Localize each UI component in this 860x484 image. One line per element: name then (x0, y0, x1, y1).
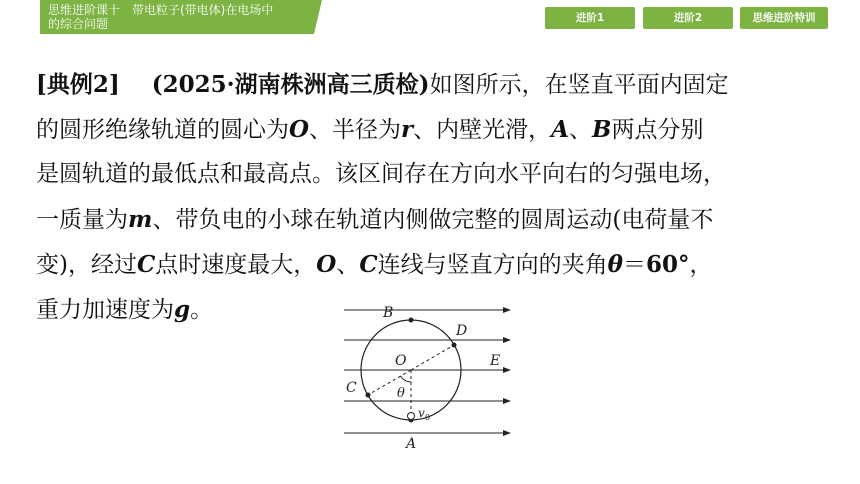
problem-text-segment: 一质量为 (36, 207, 128, 233)
course-title-line-1: 思维进阶课十 带电粒子(带电体)在电场中 (48, 3, 274, 17)
problem-text-segment: 变)，经过 (36, 252, 137, 278)
circular-track-diagram (340, 300, 520, 456)
point-B (409, 318, 414, 323)
problem-text-segment: ＝ (623, 252, 646, 278)
label-D: D (456, 323, 468, 339)
example-tag: [典例2] (36, 71, 120, 98)
symbol-B: B (592, 116, 612, 143)
problem-text-segment: 。 (190, 297, 214, 323)
problem-source: (2025·湖南株洲高三质检) (151, 71, 430, 98)
symbol-C: C (136, 251, 156, 278)
problem-line-3 (36, 152, 836, 197)
problem-text-segment: 、半径为 (309, 117, 402, 143)
angle-arc (401, 376, 411, 382)
problem-text-segment: 如图所示，在竖直平面内固定 (429, 72, 729, 98)
radius-OD (411, 345, 454, 370)
problem-line-5 (36, 242, 836, 287)
problem-text-segment: 是圆轨道的最低点和最高点。该区间存在方向水平向右的匀强电场， (36, 161, 726, 187)
problem-text-segment: 、内壁光滑， (413, 117, 552, 143)
symbol-theta: θ (607, 251, 623, 278)
label-E: E (490, 353, 501, 369)
symbol-A: A (551, 116, 570, 143)
symbol-g: g (174, 296, 191, 323)
problem-text-segment: 重力加速度为 (36, 297, 174, 323)
label-v0: v (418, 406, 425, 420)
course-title-banner (0, 0, 330, 34)
charged-ball (408, 413, 415, 420)
symbol-m: m (128, 206, 153, 233)
label-O: O (395, 353, 407, 369)
symbol-O: O (316, 251, 337, 278)
label-A: A (406, 436, 417, 452)
problem-text (36, 62, 836, 332)
course-title-line-2: 的综合问题 (48, 17, 109, 31)
problem-line-2 (36, 107, 836, 152)
problem-text-segment: ， (689, 252, 713, 278)
problem-text-segment: 点时速度最大， (155, 252, 317, 278)
point-D (452, 343, 457, 348)
symbol-C: C (359, 251, 378, 278)
angle-value: 60° (646, 251, 690, 278)
top-bar (0, 0, 860, 34)
problem-line-4 (36, 197, 836, 242)
problem-text-segment: 两点分别 (611, 117, 704, 143)
tab-advance-1[interactable]: 进阶1 (545, 7, 635, 29)
problem-line-1 (36, 62, 836, 107)
symbol-r: r (401, 116, 414, 143)
label-B: B (383, 305, 394, 321)
problem-text-segment: 、 (336, 252, 360, 278)
problem-text-segment: 、 (569, 117, 593, 143)
symbol-O: O (289, 116, 310, 143)
label-theta: θ (397, 386, 405, 401)
problem-text-segment: 、带负电的小球在轨道内侧做完整的圆周运动(电荷量不 (152, 207, 714, 233)
label-C: C (346, 380, 357, 396)
problem-text-segment: 的圆形绝缘轨道的圆心为 (36, 117, 289, 143)
tab-advance-2[interactable]: 进阶2 (643, 7, 733, 29)
label-v0-subscript: 0 (425, 413, 431, 422)
point-C (366, 393, 371, 398)
problem-text-segment: 连线与竖直方向的夹角 (377, 252, 608, 278)
tab-special-training[interactable]: 思维进阶特训 (740, 7, 828, 29)
